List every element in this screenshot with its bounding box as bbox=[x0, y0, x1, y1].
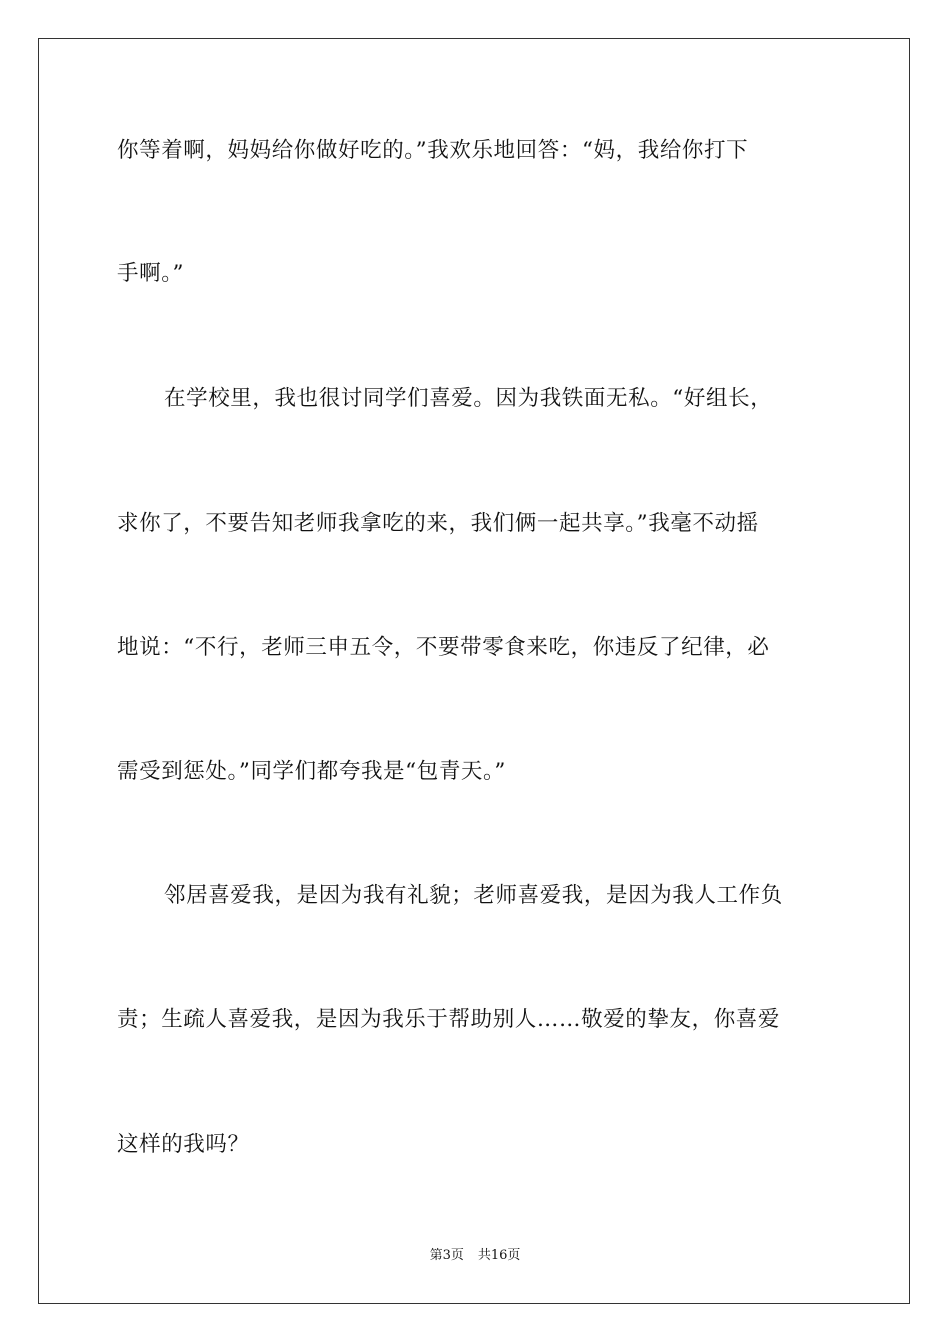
text-line-6: 需受到惩处。”同学们都夸我是“包青天。” bbox=[117, 759, 506, 784]
page-border bbox=[38, 38, 910, 1304]
text-line-9: 这样的我吗？ bbox=[117, 1132, 250, 1157]
page-total: 共16页 bbox=[477, 1248, 521, 1263]
text-line-1: 你等着啊，妈妈给你做好吃的。”我欢乐地回答：“妈，我给你打下 bbox=[117, 138, 749, 163]
text-line-4: 求你了，不要告知老师我拿吃的来，我们俩一起共享。”我毫不动摇 bbox=[117, 511, 759, 536]
text-line-2: 手啊。” bbox=[117, 261, 185, 286]
page-number: 第3页 bbox=[429, 1248, 464, 1263]
page-footer bbox=[0, 1247, 950, 1265]
text-line-3: 在学校里，我也很讨同学们喜爱。因为我铁面无私。“好组长， bbox=[164, 386, 773, 411]
text-line-5: 地说：“不行，老师三申五令，不要带零食来吃，你违反了纪律，必 bbox=[117, 635, 770, 660]
text-line-7: 邻居喜爱我，是因为我有礼貌；老师喜爱我，是因为我人工作负 bbox=[164, 883, 783, 908]
text-line-8: 责；生疏人喜爱我，是因为我乐于帮助别人……敬爱的挚友，你喜爱 bbox=[117, 1007, 781, 1032]
